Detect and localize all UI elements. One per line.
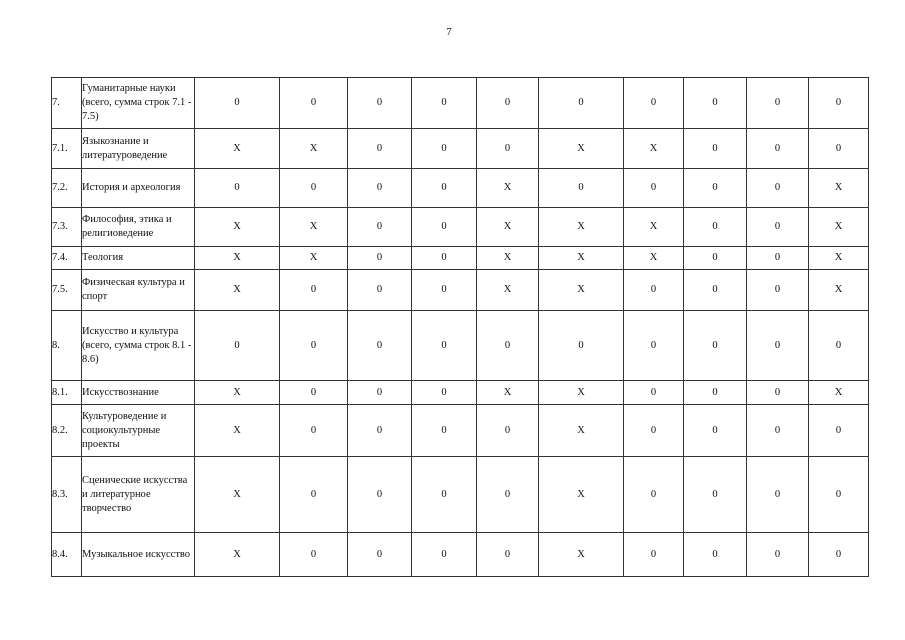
value-cell: 0 bbox=[809, 405, 869, 457]
value-cell: X bbox=[809, 169, 869, 208]
value-cell: 0 bbox=[747, 129, 809, 169]
value-cell: X bbox=[624, 129, 684, 169]
value-cell: 0 bbox=[624, 405, 684, 457]
row-name: Философия, этика и религиоведение bbox=[82, 208, 195, 247]
value-cell: X bbox=[539, 270, 624, 311]
value-cell: 0 bbox=[684, 533, 747, 577]
value-cell: 0 bbox=[684, 208, 747, 247]
value-cell: 0 bbox=[280, 457, 348, 533]
value-cell: 0 bbox=[539, 78, 624, 129]
value-cell: 0 bbox=[747, 381, 809, 405]
value-cell: 0 bbox=[624, 381, 684, 405]
value-cell: 0 bbox=[477, 78, 539, 129]
value-cell: 0 bbox=[684, 311, 747, 381]
row-number: 7.3. bbox=[52, 208, 82, 247]
value-cell: 0 bbox=[280, 78, 348, 129]
value-cell: 0 bbox=[477, 311, 539, 381]
value-cell: 0 bbox=[280, 311, 348, 381]
value-cell: 0 bbox=[348, 311, 412, 381]
value-cell: X bbox=[477, 381, 539, 405]
table-row bbox=[52, 208, 869, 247]
value-cell: X bbox=[195, 457, 280, 533]
value-cell: 0 bbox=[747, 208, 809, 247]
value-cell: 0 bbox=[684, 270, 747, 311]
value-cell: 0 bbox=[809, 129, 869, 169]
table-row bbox=[52, 533, 869, 577]
value-cell: 0 bbox=[809, 78, 869, 129]
value-cell: 0 bbox=[747, 169, 809, 208]
value-cell: 0 bbox=[624, 533, 684, 577]
value-cell: 0 bbox=[809, 311, 869, 381]
value-cell: X bbox=[280, 247, 348, 270]
value-cell: 0 bbox=[412, 405, 477, 457]
value-cell: 0 bbox=[809, 533, 869, 577]
value-cell: X bbox=[195, 270, 280, 311]
value-cell: X bbox=[624, 247, 684, 270]
value-cell: 0 bbox=[747, 311, 809, 381]
value-cell: 0 bbox=[348, 270, 412, 311]
row-name: История и археология bbox=[82, 169, 195, 208]
value-cell: X bbox=[280, 208, 348, 247]
value-cell: 0 bbox=[477, 457, 539, 533]
value-cell: 0 bbox=[348, 533, 412, 577]
row-number: 8.4. bbox=[52, 533, 82, 577]
table-row bbox=[52, 169, 869, 208]
table-row bbox=[52, 129, 869, 169]
row-number: 8.2. bbox=[52, 405, 82, 457]
value-cell: 0 bbox=[348, 247, 412, 270]
value-cell: 0 bbox=[624, 457, 684, 533]
value-cell: 0 bbox=[684, 247, 747, 270]
value-cell: 0 bbox=[412, 247, 477, 270]
value-cell: X bbox=[539, 208, 624, 247]
table-row bbox=[52, 457, 869, 533]
value-cell: 0 bbox=[747, 270, 809, 311]
value-cell: 0 bbox=[624, 169, 684, 208]
value-cell: X bbox=[477, 270, 539, 311]
value-cell: 0 bbox=[809, 457, 869, 533]
value-cell: X bbox=[195, 533, 280, 577]
value-cell: X bbox=[539, 405, 624, 457]
value-cell: 0 bbox=[684, 457, 747, 533]
value-cell: X bbox=[539, 533, 624, 577]
value-cell: X bbox=[477, 208, 539, 247]
value-cell: 0 bbox=[195, 311, 280, 381]
value-cell: 0 bbox=[477, 405, 539, 457]
value-cell: 0 bbox=[684, 129, 747, 169]
value-cell: 0 bbox=[348, 457, 412, 533]
value-cell: 0 bbox=[412, 129, 477, 169]
value-cell: 0 bbox=[348, 129, 412, 169]
value-cell: 0 bbox=[412, 78, 477, 129]
table-row bbox=[52, 311, 869, 381]
row-name: Искусство и культура (всего, сумма строк 8.1 - 8.6) bbox=[82, 311, 195, 381]
value-cell: 0 bbox=[684, 78, 747, 129]
value-cell: X bbox=[195, 247, 280, 270]
page-number: 7 bbox=[446, 26, 452, 38]
value-cell: X bbox=[809, 270, 869, 311]
value-cell: X bbox=[477, 247, 539, 270]
value-cell: X bbox=[280, 129, 348, 169]
value-cell: 0 bbox=[684, 381, 747, 405]
value-cell: 0 bbox=[747, 533, 809, 577]
row-name: Сценические искусства и литературное творчество bbox=[82, 457, 195, 533]
value-cell: 0 bbox=[280, 405, 348, 457]
row-number: 7.4. bbox=[52, 247, 82, 270]
value-cell: X bbox=[195, 381, 280, 405]
row-name: Культуроведение и социокультурные проекты bbox=[82, 405, 195, 457]
value-cell: 0 bbox=[539, 169, 624, 208]
value-cell: 0 bbox=[412, 457, 477, 533]
row-name: Языкознание и литературоведение bbox=[82, 129, 195, 169]
value-cell: 0 bbox=[348, 405, 412, 457]
row-number: 7.5. bbox=[52, 270, 82, 311]
value-cell: X bbox=[195, 129, 280, 169]
row-number: 7. bbox=[52, 78, 82, 129]
row-name: Теология bbox=[82, 247, 195, 270]
data-table bbox=[51, 77, 869, 577]
value-cell: 0 bbox=[280, 381, 348, 405]
value-cell: 0 bbox=[477, 533, 539, 577]
value-cell: 0 bbox=[280, 270, 348, 311]
row-number: 7.2. bbox=[52, 169, 82, 208]
value-cell: 0 bbox=[412, 533, 477, 577]
value-cell: 0 bbox=[280, 169, 348, 208]
value-cell: 0 bbox=[280, 533, 348, 577]
value-cell: X bbox=[195, 405, 280, 457]
table-body bbox=[52, 78, 869, 577]
value-cell: 0 bbox=[624, 311, 684, 381]
value-cell: 0 bbox=[412, 311, 477, 381]
value-cell: 0 bbox=[747, 78, 809, 129]
value-cell: 0 bbox=[747, 457, 809, 533]
value-cell: X bbox=[539, 129, 624, 169]
value-cell: X bbox=[809, 381, 869, 405]
table-row bbox=[52, 270, 869, 311]
value-cell: X bbox=[195, 208, 280, 247]
value-cell: 0 bbox=[195, 169, 280, 208]
value-cell: 0 bbox=[747, 405, 809, 457]
row-number: 8.1. bbox=[52, 381, 82, 405]
value-cell: 0 bbox=[684, 405, 747, 457]
value-cell: X bbox=[477, 169, 539, 208]
value-cell: 0 bbox=[539, 311, 624, 381]
row-number: 7.1. bbox=[52, 129, 82, 169]
value-cell: X bbox=[539, 457, 624, 533]
value-cell: 0 bbox=[412, 270, 477, 311]
value-cell: X bbox=[624, 208, 684, 247]
value-cell: 0 bbox=[477, 129, 539, 169]
value-cell: 0 bbox=[348, 381, 412, 405]
value-cell: 0 bbox=[412, 381, 477, 405]
value-cell: X bbox=[809, 247, 869, 270]
value-cell: 0 bbox=[348, 169, 412, 208]
row-name: Искусствознание bbox=[82, 381, 195, 405]
table-row bbox=[52, 405, 869, 457]
row-name: Физическая культура и спорт bbox=[82, 270, 195, 311]
row-number: 8.3. bbox=[52, 457, 82, 533]
row-name: Музыкальное искусство bbox=[82, 533, 195, 577]
value-cell: 0 bbox=[684, 169, 747, 208]
value-cell: 0 bbox=[412, 169, 477, 208]
row-number: 8. bbox=[52, 311, 82, 381]
value-cell: 0 bbox=[624, 78, 684, 129]
table-row bbox=[52, 381, 869, 405]
value-cell: 0 bbox=[195, 78, 280, 129]
table-row bbox=[52, 247, 869, 270]
row-name: Гуманитарные науки (всего, сумма строк 7.1 - 7.5) bbox=[82, 78, 195, 129]
value-cell: 0 bbox=[747, 247, 809, 270]
value-cell: 0 bbox=[412, 208, 477, 247]
value-cell: X bbox=[539, 247, 624, 270]
value-cell: X bbox=[809, 208, 869, 247]
value-cell: 0 bbox=[348, 208, 412, 247]
value-cell: X bbox=[539, 381, 624, 405]
value-cell: 0 bbox=[348, 78, 412, 129]
table-row bbox=[52, 78, 869, 129]
value-cell: 0 bbox=[624, 270, 684, 311]
